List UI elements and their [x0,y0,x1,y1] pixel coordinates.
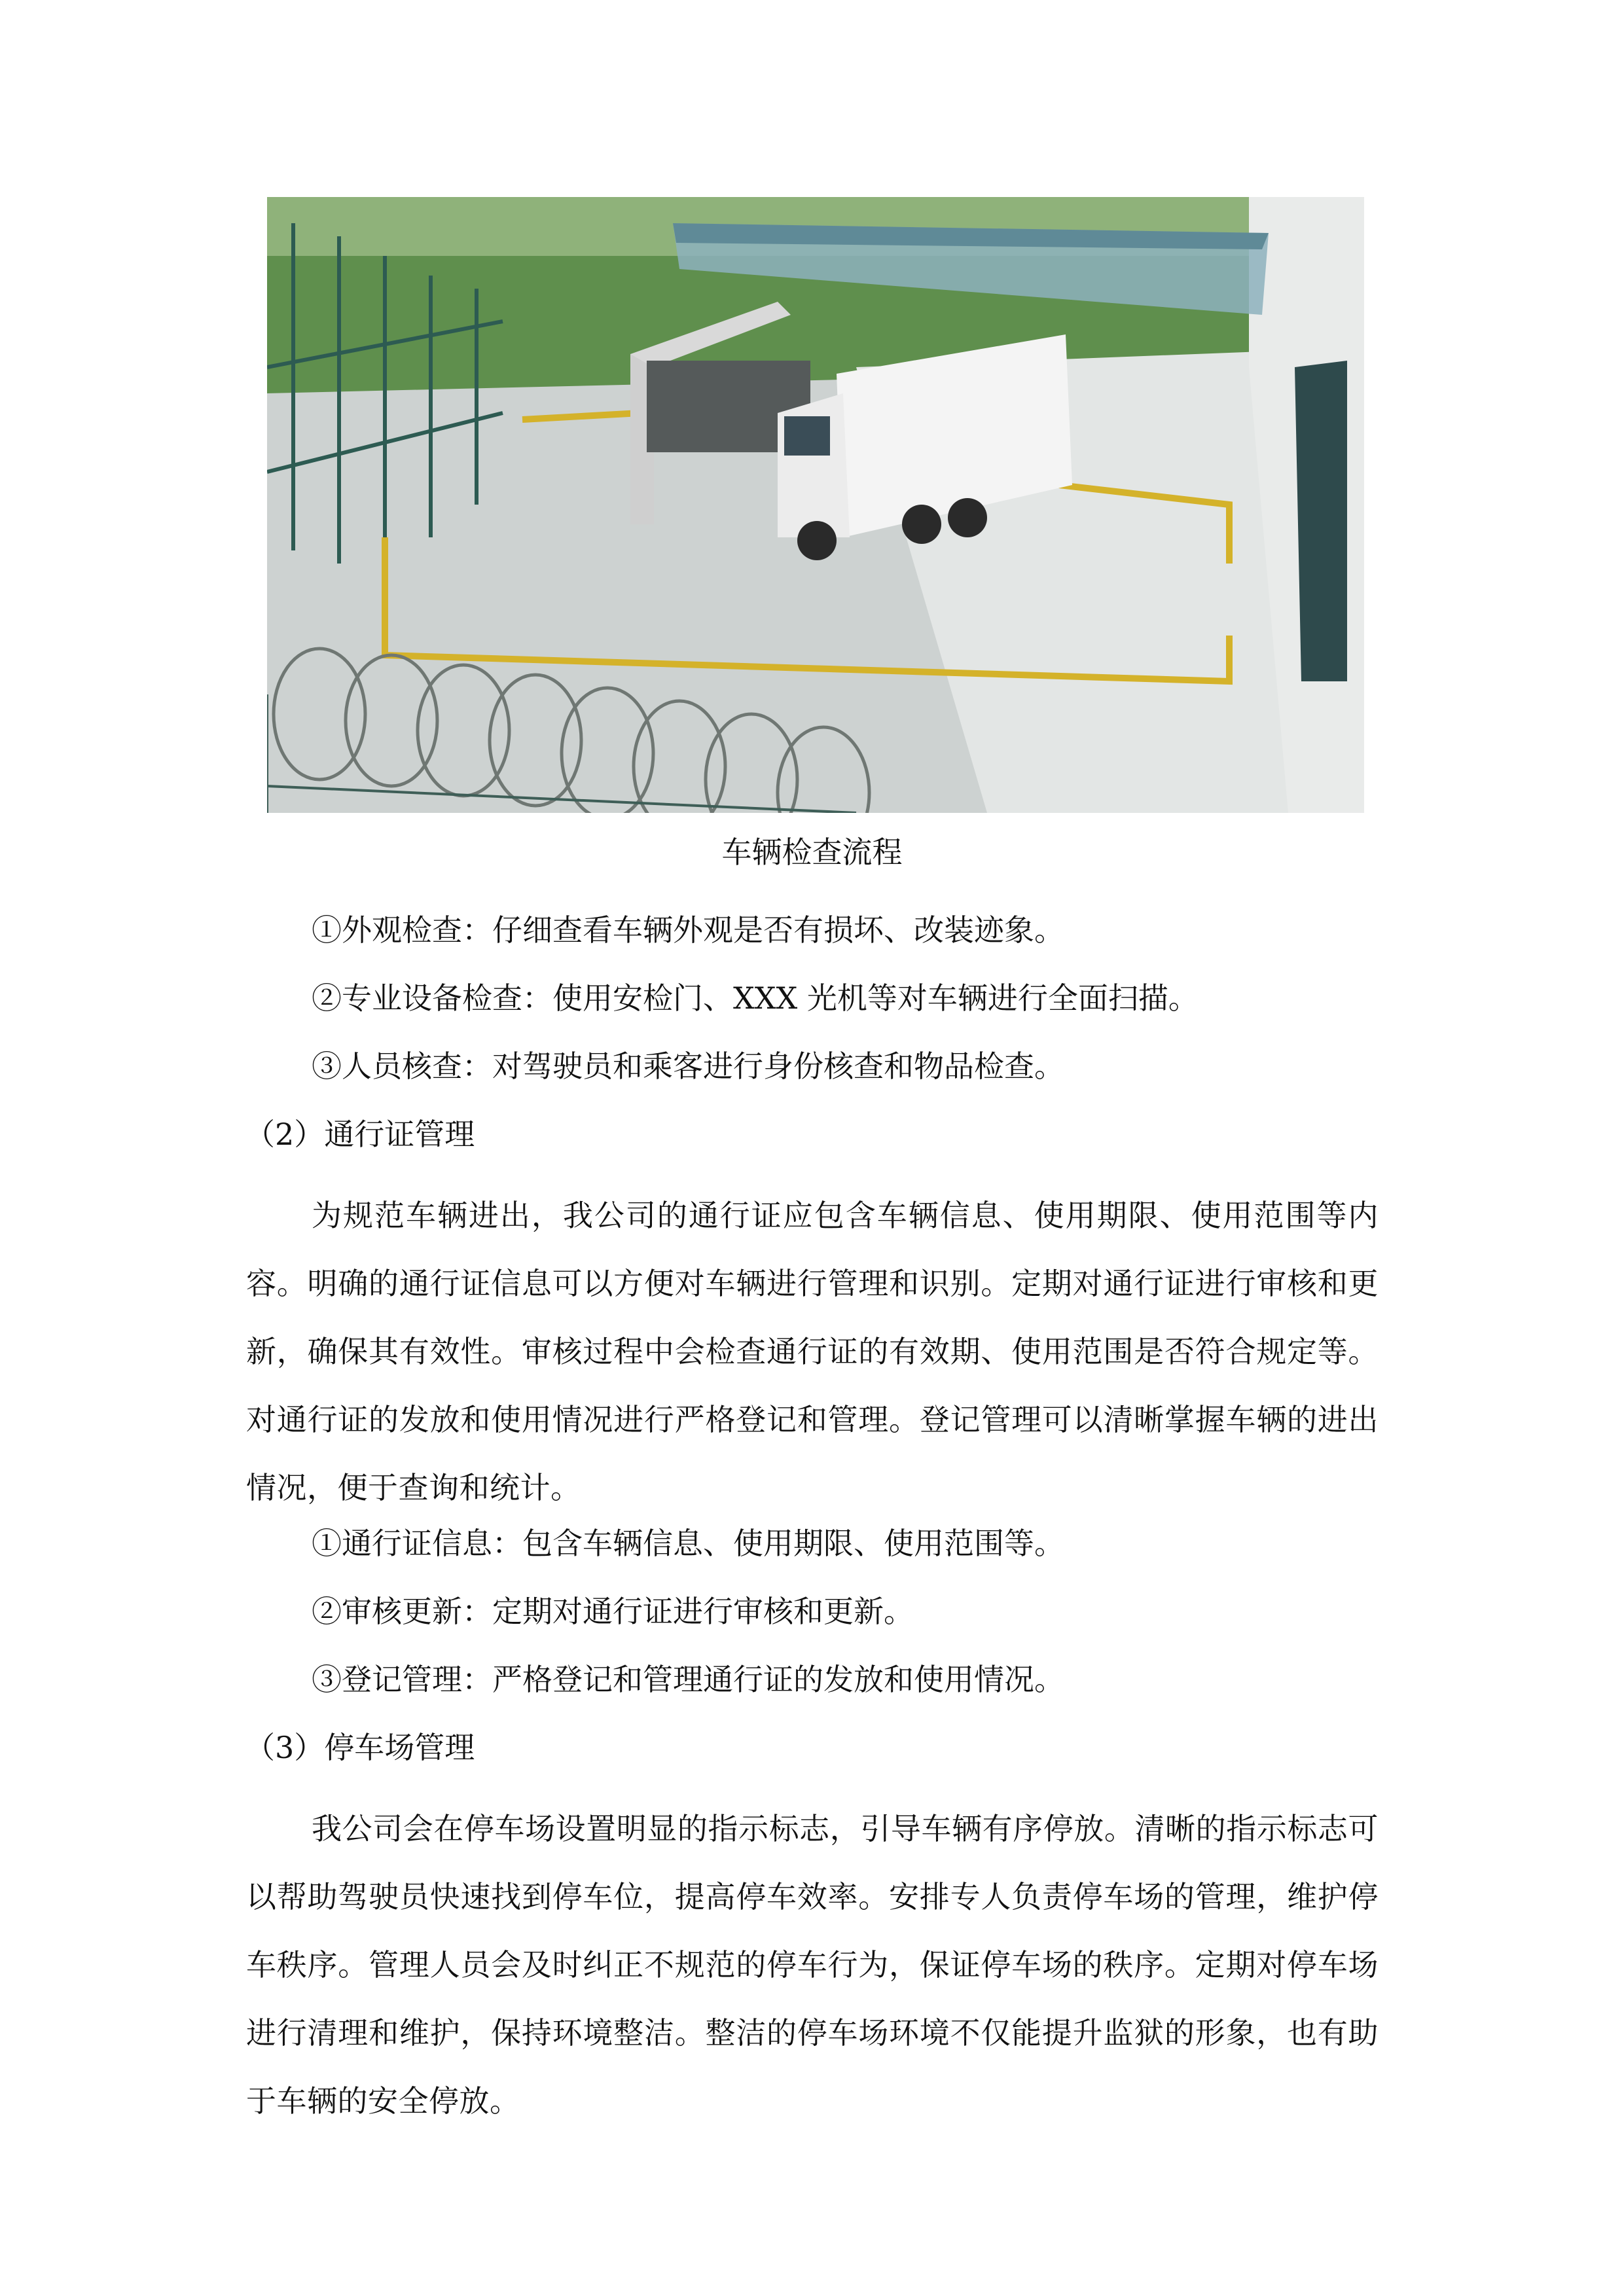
section-heading-pass-management: （2）通行证管理 [245,1117,475,1152]
section-heading-parking-management: （3）停车场管理 [245,1730,475,1765]
inspection-item-1: ①外观检查：仔细查看车辆外观是否有损坏、改装迹象。 [312,912,1064,948]
parking-management-paragraph: 我公司会在停车场设置明显的指示标志，引导车辆有序停放。清晰的指示标志可以帮助驾驶员快速找到停车位，提高停车效率。安排专人负责停车场的管理，维护停车秩序。管理人员会及时纠正不规范的停车行为，保证停车场的秩序。定期对停车场进行清理和维护，保持环境整洁。整洁的停车场环境不仅能提升监狱的形象，也有助于车辆的安全停放。 [246,1811,1379,2119]
vehicle-inspection-image [267,197,1364,813]
pass-management-paragraph: 为规范车辆进出，我公司的通行证应包含车辆信息、使用期限、使用范围等内容。明确的通行证信息可以方便对车辆进行管理和识别。定期对通行证进行审核和更新，确保其有效性。审核过程中会检查通行证的有效期、使用范围是否符合规定等。对通行证的发放和使用情况进行严格登记和管理。登记管理可以清晰掌握车辆的进出情况，便于查询和统计。 [246,1198,1379,1505]
inspection-item-3: ③人员核查：对驾驶员和乘客进行身份核查和物品检查。 [312,1049,1064,1084]
pass-item-3: ③登记管理：严格登记和管理通行证的发放和使用情况。 [312,1662,1064,1697]
pass-item-1: ①通行证信息：包含车辆信息、使用期限、使用范围等。 [312,1526,1064,1561]
pass-item-2: ②审核更新：定期对通行证进行审核和更新。 [312,1594,914,1629]
figure-caption: 车辆检查流程 [721,834,903,870]
inspection-item-2: ②专业设备检查：使用安检门、XXX 光机等对车辆进行全面扫描。 [312,980,1199,1016]
vehicle-inspection-scene-icon [267,197,1364,813]
